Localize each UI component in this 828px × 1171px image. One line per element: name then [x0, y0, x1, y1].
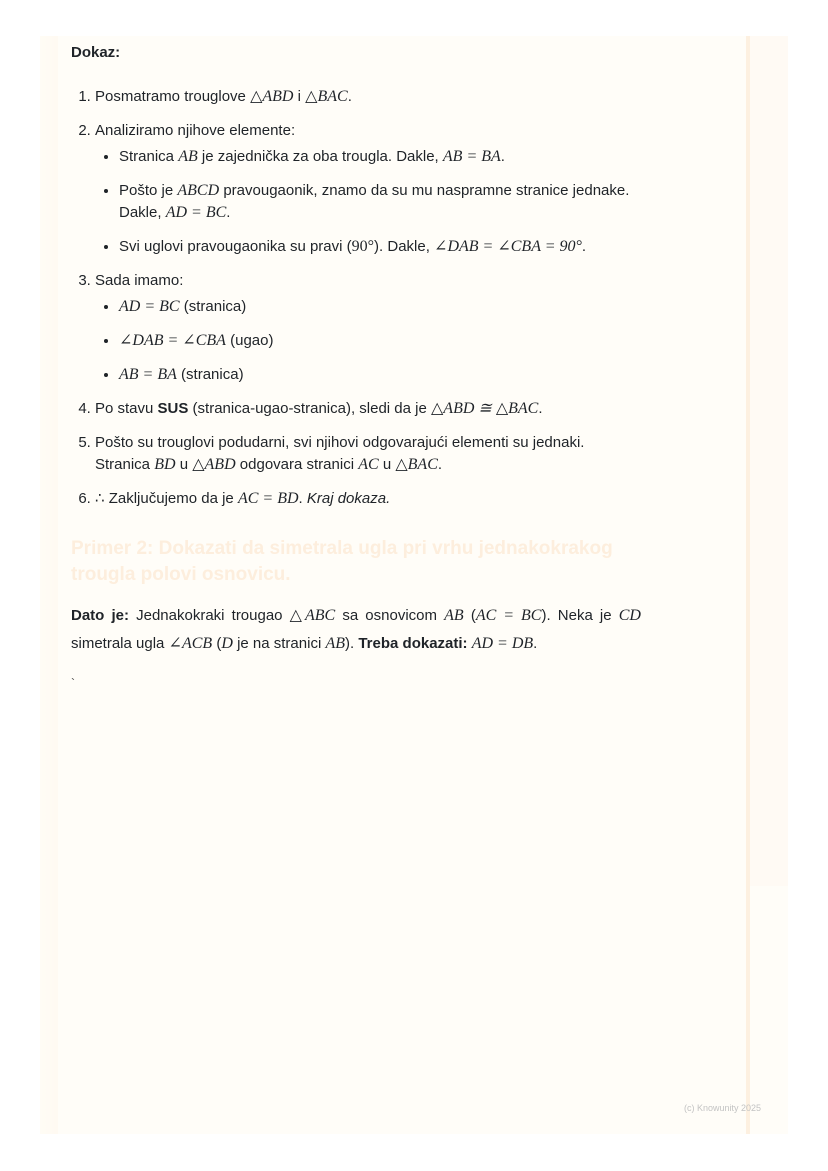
stray-mark: `	[71, 676, 75, 690]
math-expression: △ABD	[192, 456, 236, 473]
math-expression: BD	[154, 456, 176, 473]
given-text: je na stranici	[232, 635, 326, 652]
math-expression: AD = BC	[119, 298, 180, 315]
given-text: simetrala ugla	[71, 635, 169, 652]
bullet-text: Stranica	[119, 148, 179, 165]
bullet-item	[119, 180, 641, 224]
math-expression: AB	[444, 607, 464, 624]
bullet-text: (ugao)	[225, 332, 274, 349]
example-2-given	[71, 602, 641, 658]
proof-steps	[71, 86, 641, 510]
step-text: Analiziramo njihove elemente:	[95, 122, 296, 139]
bullet-text: .	[500, 148, 505, 165]
bullet-text: .	[581, 238, 587, 255]
math-expression: AB = BA	[442, 148, 501, 165]
bullet-text: (stranica)	[179, 298, 247, 315]
math-expression: AB	[178, 148, 198, 165]
given-text: ). Neka je	[541, 607, 619, 624]
bullet-item	[119, 330, 641, 352]
proof-step-2	[95, 120, 641, 258]
bullet-text: Pošto je	[119, 182, 178, 199]
theorem-name: SUS	[157, 400, 189, 417]
bullet-text: je zajednička za oba trougla. Dakle,	[197, 148, 443, 165]
given-text: Jednakokraki trougao	[128, 607, 290, 624]
given-text: ).	[345, 635, 359, 652]
math-expression: △ABD	[250, 88, 294, 105]
proof-step-4	[95, 398, 641, 420]
bullet-item	[119, 296, 641, 318]
step-text: .	[538, 400, 543, 417]
math-expression: ∠DAB = ∠CBA	[119, 332, 226, 349]
step-text: .	[298, 490, 307, 507]
math-expression: 90°	[351, 238, 375, 255]
given-text: .	[533, 635, 538, 652]
bullet-text: pravougaonik, znamo da su mu naspramne stranice jednake. Dakle,	[119, 182, 630, 221]
step-text: Po stavu	[95, 400, 158, 417]
math-expression: ABCD	[177, 182, 220, 199]
math-expression: AD = BC	[165, 204, 227, 221]
math-expression: AD = DB	[471, 635, 534, 652]
proof-step-5	[95, 432, 641, 476]
right-stripe-divider	[746, 36, 750, 1134]
bullet-item	[119, 364, 641, 386]
document-content	[71, 42, 641, 694]
math-expression: D	[221, 635, 233, 652]
step-2-bullets	[95, 146, 641, 258]
step-text: Posmatramo trouglove	[95, 88, 251, 105]
step-text: (stranica-ugao-stranica), sledi da je	[188, 400, 431, 417]
math-expression: △BAC	[305, 88, 348, 105]
copyright-footer: (c) Knowunity 2025	[684, 1103, 762, 1113]
step-text: ∴ Zaključujemo da je	[95, 490, 238, 507]
proof-heading: Dokaz:	[71, 44, 121, 61]
step-text: .	[437, 456, 443, 473]
math-expression: AC	[358, 456, 379, 473]
bullet-text: .	[226, 204, 231, 221]
math-expression: AC = BD	[237, 490, 299, 507]
math-expression: CD	[618, 607, 641, 624]
bullet-item	[119, 236, 641, 258]
given-label: Dato je:	[71, 607, 129, 624]
bullet-item	[119, 146, 641, 168]
math-expression: AC = BC	[475, 607, 542, 624]
step-text: .	[347, 88, 352, 105]
step-text: Pošto su trouglovi podudarni, svi njihovi odgovarajući elementi su jednaki. Stranica	[95, 434, 585, 473]
math-expression: △ABC	[289, 607, 336, 624]
step-text: Sada imamo:	[95, 272, 184, 289]
proof-step-6	[95, 488, 641, 510]
example-2-heading: Primer 2: Dokazati da simetrala ugla pri vrhu jednakokrakog trougla polovi osnovicu.	[71, 538, 613, 585]
left-edge-panel	[40, 36, 58, 1134]
proof-end-note: Kraj dokaza.	[306, 490, 391, 507]
step-text: u	[378, 456, 396, 473]
math-expression: △BAC	[395, 456, 438, 473]
step-3-bullets	[95, 296, 641, 386]
step-text: u	[175, 456, 193, 473]
given-text: sa osnovicom	[335, 607, 445, 624]
math-expression: AB	[325, 635, 345, 652]
step-text: odgovara stranici	[235, 456, 359, 473]
right-stripe-band	[750, 36, 788, 886]
proof-step-3	[95, 270, 641, 386]
proof-step-1	[95, 86, 641, 108]
math-expression: AB = BA	[119, 366, 177, 383]
bullet-text: ). Dakle,	[374, 238, 435, 255]
math-expression: △ABD ≅ △BAC	[431, 400, 539, 417]
bullet-text: (stranica)	[176, 366, 244, 383]
given-text: (	[463, 607, 476, 624]
prove-label: Treba dokazati:	[358, 635, 468, 652]
math-expression: ∠DAB = ∠CBA = 90°	[434, 238, 582, 255]
step-text: i	[293, 88, 306, 105]
bullet-text: Svi uglovi pravougaonika su pravi (	[119, 238, 352, 255]
math-expression: ∠ACB	[168, 635, 213, 652]
given-text: (	[212, 635, 222, 652]
